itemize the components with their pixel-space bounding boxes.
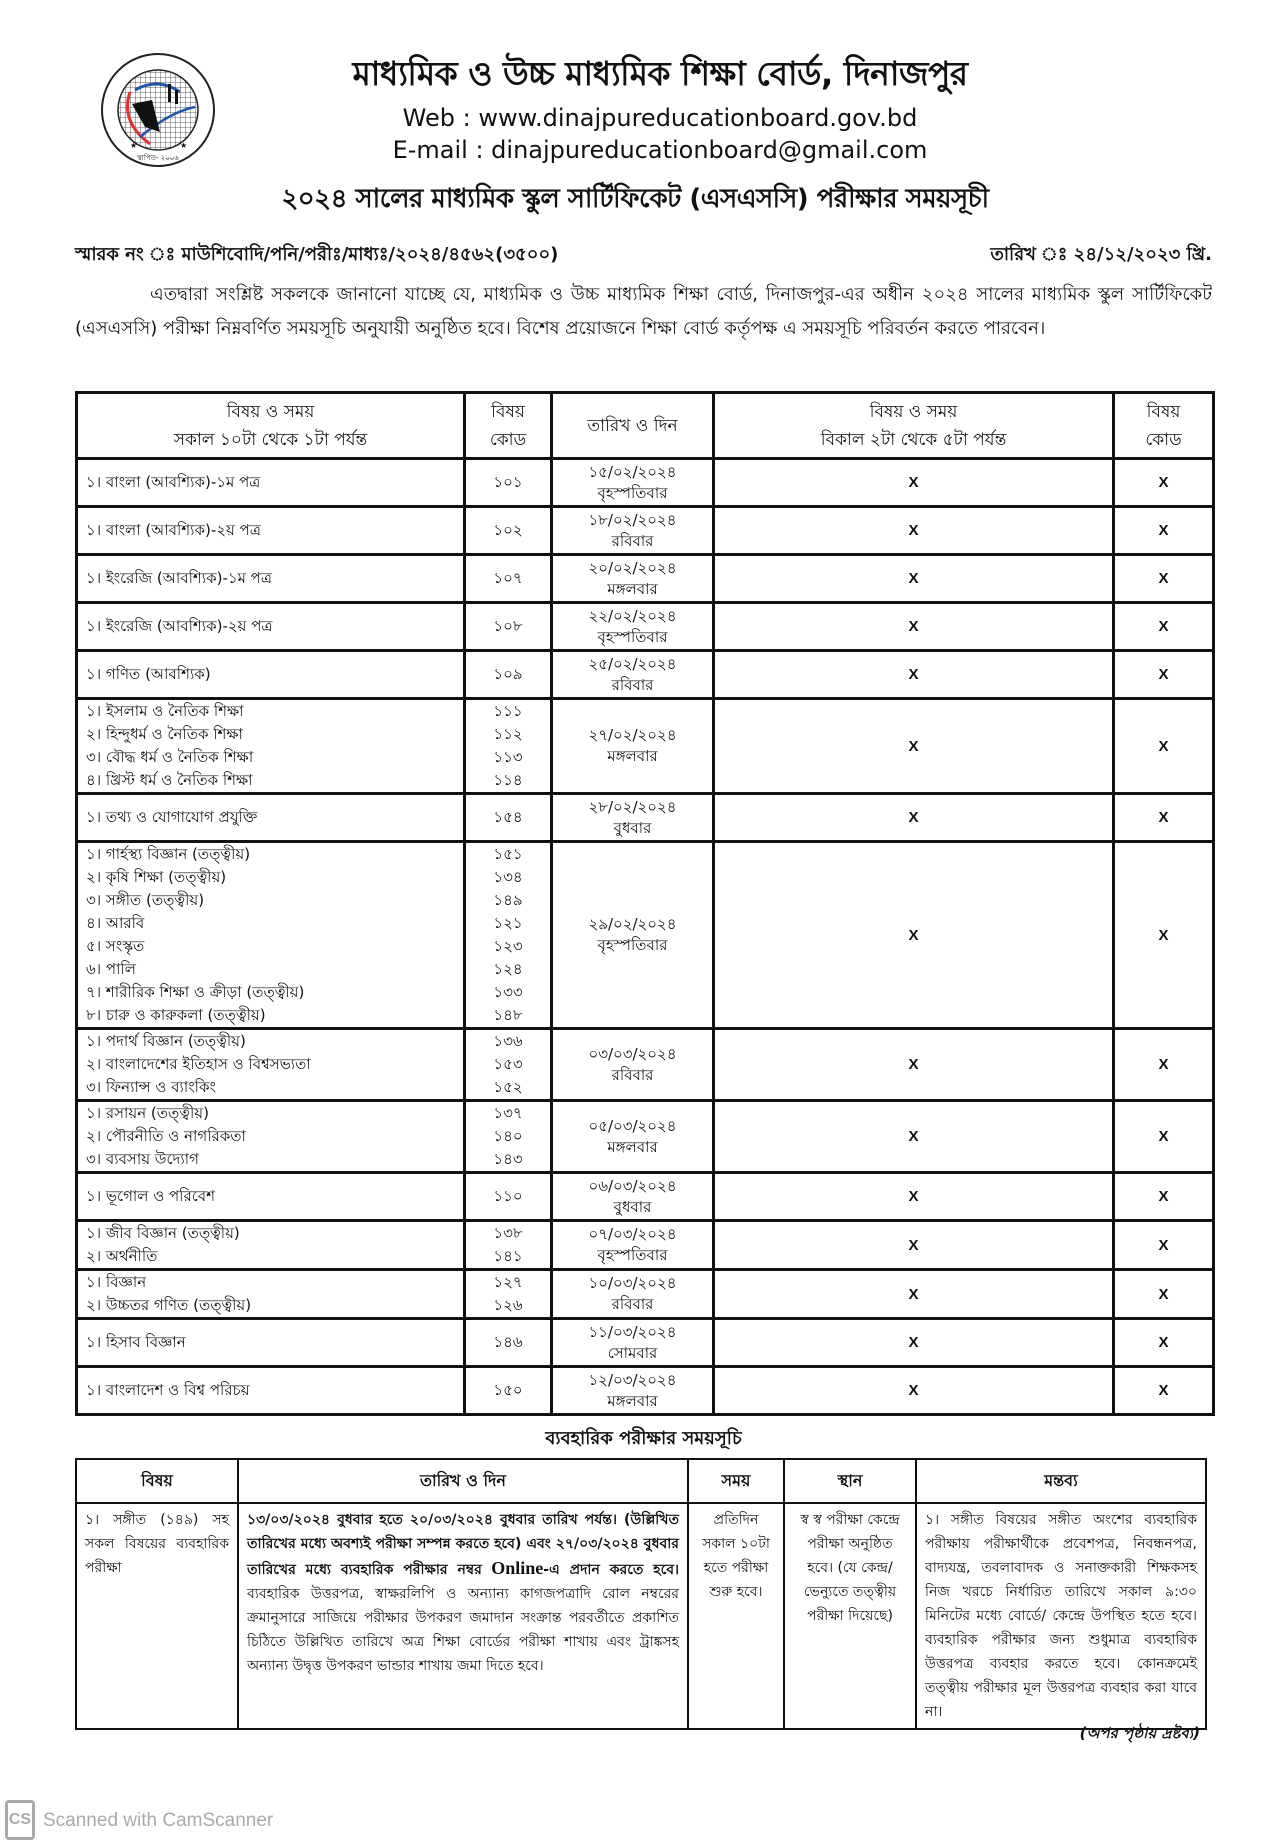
practical-time: প্রতিদিন সকাল ১০টা হতে পরীক্ষা শুরু হবে। — [688, 1503, 784, 1729]
subject-cell — [77, 1029, 465, 1101]
subject-name: ৪। খ্রিস্ট ধর্ম ও নৈতিক শিক্ষা — [86, 771, 253, 789]
date-day-cell — [552, 699, 714, 794]
subject-name: ২। অর্থনীতি — [86, 1247, 158, 1265]
subject-name: ২। বাংলাদেশের ইতিহাস ও বিশ্বসভ্যতা — [86, 1055, 311, 1073]
board-website: Web : www.dinajpureducationboard.gov.bd — [402, 104, 918, 132]
exam-date: ১২/০৩/২০২৪ — [588, 1370, 677, 1389]
exam-day: বুধবার — [613, 818, 652, 837]
afternoon-code-cell: X — [1114, 603, 1214, 651]
subject-cell — [77, 794, 465, 842]
date-day-cell — [552, 1029, 714, 1101]
afternoon-subject-cell: X — [714, 555, 1114, 603]
subject-name: ৪। আরবি — [86, 914, 145, 932]
subject-cell — [77, 1270, 465, 1319]
exam-date: ২০/০২/২০২৪ — [588, 558, 677, 577]
exam-date: ২৮/০২/২০২৪ — [588, 797, 677, 816]
subject-cell — [77, 507, 465, 555]
table-row — [77, 651, 1214, 699]
board-seal-logo — [100, 52, 216, 168]
table-row — [77, 507, 1214, 555]
subject-code: ১৫০ — [493, 1381, 523, 1399]
afternoon-code-cell: X — [1114, 555, 1214, 603]
table-row — [77, 1221, 1214, 1270]
afternoon-code-cell: X — [1114, 459, 1214, 507]
afternoon-subject-cell: X — [714, 842, 1114, 1029]
table-row — [77, 555, 1214, 603]
exam-day: রবিবার — [611, 1065, 654, 1084]
exam-day: বৃহস্পতিবার — [597, 483, 668, 502]
svg-text:★: ★ — [130, 141, 138, 150]
practical-date-normal: ব্যবহারিক উত্তরপত্র, স্বাক্ষরলিপি ও অন্যান্য কাগজপত্রাদি রোল নম্বরের ক্রমানুসারে সাজিয়ে পরীক্ষার উপকরণ জমাদান সংক্রান্ত পরবর্তীতে প্রকাশিত চিঠিতে উল্লিখিত তারিখে অত্র শিক্ষা বোর্ডের পরীক্ষা শাখায় এবং ট্রাঙ্কসহ অন্যান্য উদ্বৃত্ত উপকরণ ভান্ডার শাখায় জমা দিতে হবে। — [247, 1586, 679, 1674]
subject-name: ৩। ফিন্যান্স ও ব্যাংকিং — [86, 1078, 216, 1096]
practical-row — [76, 1503, 1206, 1729]
practical-date-details — [238, 1503, 688, 1729]
subject-code-cell — [465, 842, 552, 1029]
subject-name: ৩। সঙ্গীত (তত্ত্বীয়) — [86, 891, 205, 909]
afternoon-subject-cell: X — [714, 651, 1114, 699]
practical-online-label: Online — [491, 1558, 544, 1578]
subject-code-cell — [465, 651, 552, 699]
subject-code: ১১৩ — [493, 748, 523, 766]
subject-name: ১। পদার্থ বিজ্ঞান (তত্ত্বীয়) — [86, 1032, 246, 1050]
afternoon-subject-cell: X — [714, 1270, 1114, 1319]
subject-cell — [77, 459, 465, 507]
table-header-row — [77, 393, 1214, 459]
subject-code: ১১১ — [493, 702, 523, 720]
subject-cell — [77, 1367, 465, 1415]
subject-name: ১। হিসাব বিজ্ঞান — [86, 1333, 186, 1351]
practical-subject: ১। সঙ্গীত (১৪৯) সহ সকল বিষয়ের ব্যবহারিক পরীক্ষা — [76, 1503, 238, 1729]
continued-note: (অপর পৃষ্ঠায় দ্রষ্টব্য) — [1079, 1724, 1200, 1742]
table-row — [77, 1101, 1214, 1173]
exam-day: বৃহস্পতিবার — [597, 936, 668, 954]
afternoon-code-cell: X — [1114, 1173, 1214, 1221]
subject-code-cell — [465, 699, 552, 794]
afternoon-subject-cell: X — [714, 794, 1114, 842]
table-row — [77, 1029, 1214, 1101]
practical-date-bold-suffix: -এ প্রদান করতে হবে। — [543, 1562, 680, 1578]
subject-code: ১০৯ — [493, 665, 523, 683]
header-afternoon-code: বিষয় কোড — [1114, 393, 1214, 459]
practical-header-venue: স্থান — [784, 1459, 916, 1503]
subject-name: ৩। বৌদ্ধ ধর্ম ও নৈতিক শিক্ষা — [86, 748, 254, 766]
exam-day: রবিবার — [611, 531, 654, 550]
exam-date: ২২/০২/২০২৪ — [588, 606, 677, 625]
afternoon-code-cell: X — [1114, 651, 1214, 699]
subject-code: ১৪৬ — [493, 1333, 523, 1351]
afternoon-code-cell: X — [1114, 1029, 1214, 1101]
subject-cell — [77, 603, 465, 651]
subject-code-cell — [465, 603, 552, 651]
document-title: ২০২৪ সালের মাধ্যমিক স্কুল সার্টিফিকেট (এসএসসি) পরীক্ষার সময়সূচী — [281, 184, 989, 214]
practical-header-date: তারিখ ও দিন — [238, 1459, 688, 1503]
table-row — [77, 1367, 1214, 1415]
exam-date: ১৫/০২/২০২৪ — [588, 462, 677, 481]
subject-code: ১৩৬ — [493, 1032, 523, 1050]
logo-year: স্থাপিত- ২০০৬ — [137, 154, 179, 162]
afternoon-subject-cell: X — [714, 1319, 1114, 1367]
exam-day: মঙ্গলবার — [607, 747, 658, 765]
subject-cell — [77, 1101, 465, 1173]
subject-code: ১৫৩ — [493, 1055, 523, 1073]
svg-text:★: ★ — [180, 141, 188, 150]
exam-day: মঙ্গলবার — [607, 579, 658, 598]
subject-name: ৭। শারীরিক শিক্ষা ও ক্রীড়া (তত্ত্বীয়) — [86, 983, 305, 1001]
date-day-cell — [552, 842, 714, 1029]
theory-schedule-table — [75, 391, 1215, 1416]
board-name: মাধ্যমিক ও উচ্চ মাধ্যমিক শিক্ষা বোর্ড, দিনাজপুর — [352, 54, 968, 93]
subject-name: ১। বাংলাদেশ ও বিশ্ব পরিচয় — [86, 1381, 250, 1399]
memo-number: স্মারক নং ঃ মাউশিবোদি/পনি/পরীঃ/মাধ্যঃ/২০২৪/৪৫৬২(৩৫০০) — [75, 244, 559, 265]
subject-name: ১। বিজ্ঞান — [86, 1273, 147, 1291]
subject-code: ১৪০ — [493, 1127, 523, 1145]
afternoon-code-cell: X — [1114, 842, 1214, 1029]
subject-code: ১০২ — [493, 521, 523, 539]
subject-code: ১১২ — [493, 725, 523, 743]
subject-code-cell — [465, 1101, 552, 1173]
table-row — [77, 1319, 1214, 1367]
subject-code: ১০৮ — [493, 617, 523, 635]
date-day-cell — [552, 1173, 714, 1221]
subject-code: ১১৪ — [493, 771, 523, 789]
subject-name: ২। হিন্দুধর্ম ও নৈতিক শিক্ষা — [86, 725, 243, 743]
subject-code: ১৩৭ — [493, 1104, 523, 1122]
afternoon-subject-cell: X — [714, 1221, 1114, 1270]
exam-day: রবিবার — [611, 675, 654, 694]
subject-code-cell — [465, 1367, 552, 1415]
subject-name: ১। গণিত (আবশ্যিক) — [86, 665, 211, 683]
date-day-cell — [552, 1367, 714, 1415]
practical-title: ব্যবহারিক পরীক্ষার সময়সূচি — [545, 1428, 742, 1449]
afternoon-code-cell: X — [1114, 1319, 1214, 1367]
date-day-cell — [552, 1221, 714, 1270]
exam-day: মঙ্গলবার — [607, 1391, 658, 1410]
board-email: E-mail : dinajpureducationboard@gmail.com — [392, 136, 928, 164]
subject-code: ১৩৪ — [493, 868, 523, 886]
afternoon-subject-cell: X — [714, 507, 1114, 555]
subject-code-cell — [465, 555, 552, 603]
exam-date: ০৭/০৩/২০২৪ — [588, 1225, 677, 1243]
exam-day: বুধবার — [613, 1197, 652, 1216]
subject-cell — [77, 1221, 465, 1270]
subject-code: ১৪৯ — [493, 891, 523, 909]
subject-code: ১৩৮ — [493, 1224, 523, 1242]
exam-date: ২৭/০২/২০২৪ — [588, 726, 677, 744]
practical-header-remarks: মন্তব্য — [916, 1459, 1206, 1503]
date-day-cell — [552, 1101, 714, 1173]
subject-code-cell — [465, 1319, 552, 1367]
exam-day: মঙ্গলবার — [607, 1137, 658, 1156]
subject-name: ২। উচ্চতর গণিত (তত্ত্বীয়) — [86, 1296, 252, 1314]
subject-name: ১। গার্হস্থ্য বিজ্ঞান (তত্ত্বীয়) — [86, 845, 251, 863]
subject-cell — [77, 651, 465, 699]
practical-header-time: সময় — [688, 1459, 784, 1503]
exam-date: ১১/০৩/২০২৪ — [588, 1322, 677, 1341]
subject-code-cell — [465, 507, 552, 555]
subject-name: ৬। পালি — [86, 960, 136, 978]
afternoon-code-cell: X — [1114, 794, 1214, 842]
exam-date: ০৫/০৩/২০২৪ — [588, 1116, 677, 1135]
exam-day: বৃহস্পতিবার — [597, 1246, 668, 1264]
subject-name: ৫। সংস্কৃত — [86, 937, 145, 955]
subject-code: ১৪৩ — [493, 1150, 523, 1168]
date-day-cell — [552, 459, 714, 507]
subject-cell — [77, 1319, 465, 1367]
table-row — [77, 842, 1214, 1029]
afternoon-code-cell: X — [1114, 1101, 1214, 1173]
subject-code: ১২৪ — [493, 960, 523, 978]
date-day-cell — [552, 555, 714, 603]
subject-code: ১১০ — [493, 1187, 523, 1205]
camscanner-watermark: Scanned with CamScanner — [43, 1810, 274, 1831]
subject-cell — [77, 699, 465, 794]
subject-code-cell — [465, 1221, 552, 1270]
subject-name: ১। রসায়ন (তত্ত্বীয়) — [86, 1104, 209, 1122]
subject-name: ১। ইংরেজি (আবশ্যিক)-২য় পত্র — [86, 617, 273, 635]
practical-schedule-table — [75, 1458, 1207, 1730]
exam-date: ০৩/০৩/২০২৪ — [588, 1044, 677, 1063]
subject-name: ১। জীব বিজ্ঞান (তত্ত্বীয়) — [86, 1224, 240, 1242]
subject-name: ১। ভূগোল ও পরিবেশ — [86, 1187, 215, 1205]
afternoon-code-cell: X — [1114, 507, 1214, 555]
subject-code-cell — [465, 1270, 552, 1319]
afternoon-code-cell: X — [1114, 1367, 1214, 1415]
subject-name: ২। কৃষি শিক্ষা (তত্ত্বীয়) — [86, 868, 227, 886]
table-row — [77, 1270, 1214, 1319]
practical-header-subject: বিষয় — [76, 1459, 238, 1503]
date-day-cell — [552, 1319, 714, 1367]
afternoon-subject-cell: X — [714, 1101, 1114, 1173]
header-date-day: তারিখ ও দিন — [552, 393, 714, 459]
exam-day: বৃহস্পতিবার — [597, 627, 668, 646]
exam-date: ১০/০৩/২০২৪ — [588, 1274, 677, 1292]
camscanner-logo-icon: CS — [5, 1800, 35, 1840]
intro-paragraph: এতদ্বারা সংশ্লিষ্ট সকলকে জানানো যাচ্ছে যে, মাধ্যমিক ও উচ্চ মাধ্যমিক শিক্ষা বোর্ড, দিনাজপুর-এর অধীন ২০২৪ সালের মাধ্যমিক স্কুল সার্টিফিকেট (এসএসসি) পরীক্ষা নিম্নবর্ণিত সময়সূচি অনুযায়ী অনুষ্ঠিত হবে। বিশেষ প্রয়োজনে শিক্ষা বোর্ড কর্তৃপক্ষ এ সময়সূচি পরিবর্তন করতে পারবেন। — [75, 284, 1213, 339]
exam-date: ০৬/০৩/২০২৪ — [588, 1176, 677, 1195]
subject-code-cell — [465, 794, 552, 842]
subject-name: ১। বাংলা (আবশ্যিক)-২য় পত্র — [86, 521, 261, 539]
subject-name: ১। ইসলাম ও নৈতিক শিক্ষা — [86, 702, 244, 720]
subject-code-cell — [465, 1173, 552, 1221]
date-day-cell — [552, 603, 714, 651]
practical-venue: স্ব স্ব পরীক্ষা কেন্দ্রে পরীক্ষা অনুষ্ঠিত হবে। (যে কেন্দ্র/ ভেন্যুতে তত্ত্বীয় পরীক্ষা দিয়েছে) — [784, 1503, 916, 1729]
exam-day: রবিবার — [611, 1295, 654, 1313]
header-afternoon-subject: বিষয় ও সময় বিকাল ২টা থেকে ৫টা পর্যন্ত — [714, 393, 1114, 459]
subject-code-cell — [465, 1029, 552, 1101]
subject-cell — [77, 1173, 465, 1221]
subject-code: ১৪১ — [493, 1247, 523, 1265]
exam-date: ২৯/০২/২০২৪ — [588, 915, 677, 933]
subject-code: ১০১ — [493, 473, 523, 491]
afternoon-code-cell: X — [1114, 699, 1214, 794]
date-day-cell — [552, 651, 714, 699]
afternoon-subject-cell: X — [714, 459, 1114, 507]
subject-code: ১২৬ — [493, 1296, 523, 1314]
subject-code: ১২১ — [493, 914, 523, 932]
subject-cell — [77, 555, 465, 603]
date-day-cell — [552, 794, 714, 842]
practical-date-bold: ১৩/০৩/২০২৪ বুধবার হতে ২০/০৩/২০২৪ বুধবার তারিখ পর্যন্ত। (উল্লিখিত তারিখের মধ্যে অবশ্যই পরীক্ষা সম্পন্ন করতে হবে) এবং ২৭/০৩/২০২৪ বুধবার তারিখের মধ্যে ব্যবহারিক পরীক্ষার নম্বর — [247, 1512, 679, 1578]
subject-code: ১২৭ — [493, 1273, 523, 1291]
subject-code: ১৪৮ — [493, 1006, 523, 1024]
table-row — [77, 794, 1214, 842]
afternoon-code-cell: X — [1114, 1270, 1214, 1319]
subject-code: ১৩৩ — [493, 983, 523, 1001]
subject-name: ২। পৌরনীতি ও নাগরিকতা — [86, 1127, 246, 1145]
practical-remarks: ১। সঙ্গীত বিষয়ের সঙ্গীত অংশের ব্যবহারিক পরীক্ষায় পরীক্ষার্থীকে প্রবেশপত্র, নিবন্ধনপত্র, বাদ্যযন্ত্র, তবলাবাদক ও সনাক্তকারী শিক্ষকসহ নিজ খরচে নির্ধারিত তারিখে সকাল ৯:৩০ মিনিটের মধ্যে বোর্ডে/ কেন্দ্রে উপস্থিত হতে হবে। ব্যবহারিক পরীক্ষার জন্য শুধুমাত্র ব্যবহারিক উত্তরপত্র ব্যবহার করতে হবে। কোনক্রমেই তত্ত্বীয় পরীক্ষার মূল উত্তরপত্র ব্যবহার করা যাবে না। — [916, 1503, 1206, 1729]
memo-date: তারিখ ঃ ২৪/১২/২০২৩ খ্রি. — [990, 244, 1212, 265]
exam-date: ২৫/০২/২০২৪ — [588, 654, 677, 673]
subject-name: ১। তথ্য ও যোগাযোগ প্রযুক্তি — [86, 808, 258, 826]
board-seal-icon — [100, 52, 216, 168]
table-row — [77, 459, 1214, 507]
subject-name: ৮। চারু ও কারুকলা (তত্ত্বীয়) — [86, 1006, 266, 1024]
afternoon-subject-cell: X — [714, 1367, 1114, 1415]
subject-name: ১। বাংলা (আবশ্যিক)-১ম পত্র — [86, 473, 261, 491]
subject-code: ১৫৪ — [493, 808, 523, 826]
exam-day: সোমবার — [607, 1343, 658, 1362]
subject-code: ১৫১ — [493, 845, 523, 863]
subject-cell — [77, 842, 465, 1029]
afternoon-subject-cell: X — [714, 699, 1114, 794]
subject-code-cell — [465, 459, 552, 507]
table-row — [77, 699, 1214, 794]
subject-code: ১০৭ — [493, 569, 523, 587]
afternoon-subject-cell: X — [714, 1173, 1114, 1221]
subject-code: ১৫২ — [493, 1078, 523, 1096]
subject-name: ১। ইংরেজি (আবশ্যিক)-১ম পত্র — [86, 569, 272, 587]
table-row — [77, 1173, 1214, 1221]
afternoon-subject-cell: X — [714, 1029, 1114, 1101]
practical-header-row — [76, 1459, 1206, 1503]
subject-code: ১২৩ — [493, 937, 523, 955]
date-day-cell — [552, 507, 714, 555]
subject-name: ৩। ব্যবসায় উদ্যোগ — [86, 1150, 199, 1168]
date-day-cell — [552, 1270, 714, 1319]
table-row — [77, 603, 1214, 651]
afternoon-code-cell: X — [1114, 1221, 1214, 1270]
header-morning-subject: বিষয় ও সময় সকাল ১০টা থেকে ১টা পর্যন্ত — [77, 393, 465, 459]
afternoon-subject-cell: X — [714, 603, 1114, 651]
header-subject-code: বিষয় কোড — [465, 393, 552, 459]
exam-date: ১৮/০২/২০২৪ — [588, 510, 677, 529]
